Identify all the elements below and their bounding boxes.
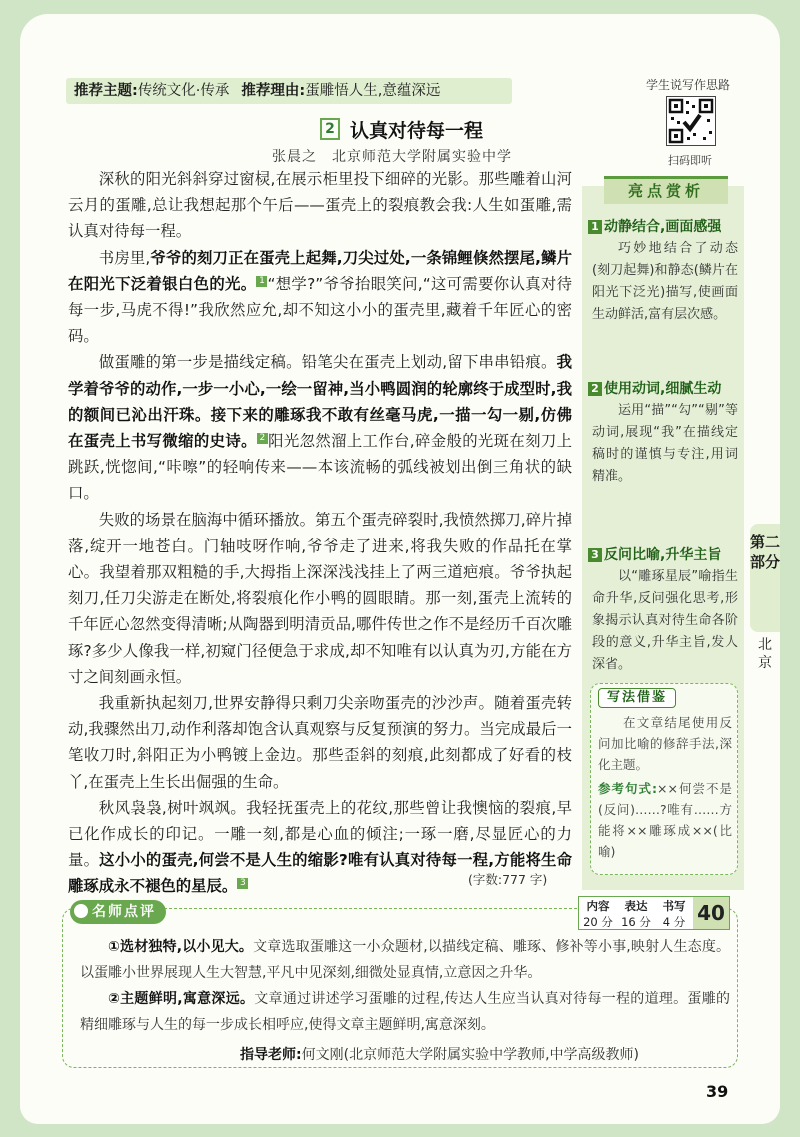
highlight-1: 爷爷的刻刀正在蛋壳上起舞,刀尖过处,一条锦鲤倏然摆尾,鳞片在阳光下泛着银白色的光。 bbox=[68, 248, 572, 293]
highlights-heading: 亮点赏析 bbox=[604, 176, 728, 204]
recommend-bar bbox=[66, 78, 512, 104]
paragraph-1: 深秋的阳光斜斜穿过窗棂,在展示柜里投下细碎的光影。那些雕着山河云月的蛋雕,总让我想起那个午后——蛋壳上的裂痕教会我:人生如蛋雕,需认真对待每一程。 bbox=[68, 170, 572, 241]
article-title-text: 认真对待每一程 bbox=[350, 119, 484, 142]
qr-scan-text: 扫码即听 bbox=[668, 154, 712, 167]
theme-label: 推荐主题: bbox=[74, 83, 138, 99]
score-writing: 书写 4 分 bbox=[662, 899, 686, 929]
theme-value: 传统文化·传承 bbox=[137, 83, 230, 99]
reason-value: 蛋雕悟人生,意蕴深远 bbox=[305, 83, 441, 99]
score-total: 40 bbox=[693, 897, 729, 929]
word-count: (字数:777 字) bbox=[468, 872, 548, 887]
score-expression: 表达 16 分 bbox=[621, 899, 651, 929]
score-content: 内容 20 分 bbox=[583, 899, 613, 929]
paragraph-5: 我重新执起刻刀,世界安静得只剩刀尖亲吻蛋壳的沙沙声。随着蛋壳转动,我骤然出刀,动作利落却饱含认真观察与反复预演的努力。当完成最后一笔收刀时,斜阳正为小鸭镀上金边。那些歪斜的刻痕,此刻都成了好看的枝丫,在蛋壳上生长出倔强的生命。 bbox=[68, 694, 572, 791]
review-text bbox=[80, 934, 730, 1038]
point-3-title: 3 反问比喻,升华主旨 bbox=[588, 544, 721, 564]
example-label: 参考句式: bbox=[598, 781, 658, 796]
point-1-body: 巧妙地结合了动态(刻刀起舞)和静态(鳞片在阳光下泛光)描写,使画面生动鲜活,富有层次感。 bbox=[592, 241, 738, 322]
paragraph-4: 失败的场景在脑海中循环播放。第五个蛋壳碎裂时,我愤然掷刀,碎片掉落,绽开一地苍白。门轴吱呀作响,爷爷走了进来,将我失败的作品托在掌心。我望着那双粗糙的手,大拇指上深深浅浅挂上了两三道疤痕。爷爷执起刻刀,任刀尖游走在断处,将裂痕化作小鸭的圆眼睛。那一刻,蛋壳上流转的千年匠心忽然变得清晰;从陶器到明清贡品,哪件传世之作不是经历千百次雕琢?多少人像我一样,初窥门径便急于求成,却不知唯有以认真为刃,方能在方寸之间刻画永恒。 bbox=[68, 510, 572, 686]
method-body: 在文章结尾使用反问加比喻的修辞手法,深化主题。 bbox=[598, 715, 732, 772]
paragraph-2: 书房里,爷爷的刻刀正在蛋壳上起舞,刀尖过处,一条锦鲤倏然摆尾,鳞片在阳光下泛着银白色的光。 1 “想学?”爷爷抬眼笑问,“这可需要你认真对待每一步,马虎不得!”我欣然应允,却不知这小小的蛋壳里,藏着千年匠心的密码。 bbox=[68, 248, 572, 346]
teacher-review-heading: 名师点评 bbox=[70, 900, 166, 924]
region-label: 北京 bbox=[758, 637, 772, 671]
reason-label: 推荐理由: bbox=[241, 83, 306, 99]
article-number: 2 bbox=[320, 118, 340, 140]
highlight-3: 这小小的蛋壳,何尝不是人生的缩影?唯有认真对待每一程,方能将生命雕琢成永不褪色的星辰。 bbox=[68, 851, 572, 896]
review-point-1: ①选材独特,以小见大。文章选取蛋雕这一小众题材,以描线定稿、雕琢、修补等小事,映射人生态度。以蛋雕小世界展现人生大智慧,平凡中见深刻,细微处显真情,立意因之升华。 bbox=[80, 939, 730, 981]
score-table bbox=[578, 896, 730, 930]
method-heading: 写法借鉴 bbox=[598, 688, 676, 708]
teacher-avatar-icon bbox=[74, 904, 88, 918]
qr-code-icon[interactable] bbox=[666, 96, 716, 146]
annotation-mark-1: 1 bbox=[256, 276, 267, 287]
paragraph-6: 秋风袅袅,树叶飒飒。我轻抚蛋壳上的花纹,那些曾让我懊恼的裂痕,早已化作成长的印记。一雕一刻,都是心血的倾注;一琢一磨,尽显匠心的力量。这小小的蛋壳,何尝不是人生的缩影?唯有认真对待每一程,方能将生命雕琢成永不褪色的星辰。 3 bbox=[68, 798, 572, 896]
point-2-title: 2 使用动词,细腻生动 bbox=[588, 378, 721, 398]
paragraph-3: 做蛋雕的第一步是描线定稿。铅笔尖在蛋壳上划动,留下串串铅痕。我学着爷爷的动作,一步一小心,一绘一留神,当小鸭圆润的轮廓终于成型时,我的额间已沁出汗珠。接下来的雕琢我不敢有丝毫马虎,一描一勾一剔,仿佛在蛋壳上书写微缩的史诗。 2 阳光忽然溜上工作台,碎金般的光斑在刻刀上跳跃,恍惚间,“咔嚓”的轻响传来——本该流畅的弧线被划出倒三角状的缺口。 bbox=[68, 353, 572, 503]
qr-label: 学生说写作思路 bbox=[646, 78, 731, 92]
annotation-mark-3: 3 bbox=[237, 878, 248, 889]
article-title bbox=[320, 116, 483, 142]
point-2-body: 运用“描”“勾”“剔”等动词,展现“我”在描线定稿时的谨慎与专注,用词精准。 bbox=[592, 403, 738, 484]
article-author: 张晨之 北京师范大学附属实验中学 bbox=[272, 149, 512, 165]
review-point-2: ②主题鲜明,寓意深远。文章通过讲述学习蛋雕的过程,传达人生应当认真对待每一程的道理。蛋雕的精细雕琢与人生的每一步成长相呼应,使得文章主题鲜明,寓意深刻。 bbox=[80, 991, 730, 1033]
annotation-mark-2: 2 bbox=[257, 433, 268, 444]
method-example: 参考句式:××何尝不是(反问)……?唯有……方能将××雕琢成××(比喻) bbox=[598, 781, 733, 859]
guiding-teacher: 指导老师:何文刚(北京师范大学附属实验中学教师,中学高级教师) bbox=[240, 1047, 639, 1063]
point-3-body: 以“雕琢星辰”喻指生命升华,反问强化思考,形象揭示认真对待生命各阶段的意义,升华主旨,发人深省。 bbox=[592, 569, 738, 672]
page-number: 39 bbox=[706, 1082, 729, 1101]
point-1-title: 1 动静结合,画面感强 bbox=[588, 216, 721, 236]
article-body bbox=[68, 166, 572, 900]
highlight-2: 我学着爷爷的动作,一步一小心,一绘一留神,当小鸭圆润的轮廓终于成型时,我的额间已沁出汗珠。接下来的雕琢我不敢有丝毫马虎,一描一勾一剔,仿佛在蛋壳上书写微缩的史诗。 bbox=[68, 353, 572, 451]
part-tab[interactable]: 第二部分 bbox=[750, 524, 780, 632]
